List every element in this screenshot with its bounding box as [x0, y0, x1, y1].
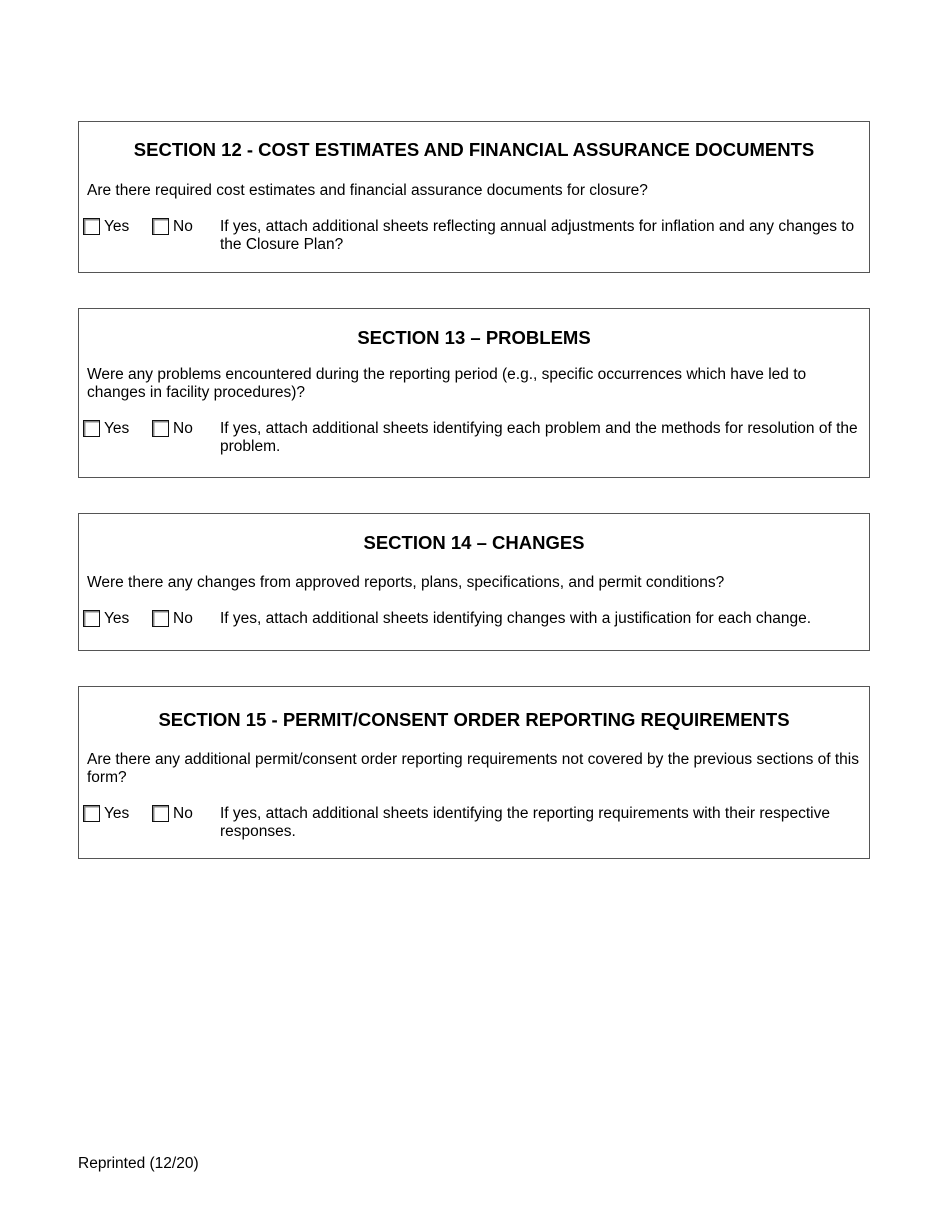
section-title: SECTION 15 - PERMIT/CONSENT ORDER REPORTING REQUIREMENTS	[158, 709, 790, 730]
instruction-text: If yes, attach additional sheets identifying the reporting requirements with their respective responses.	[220, 805, 830, 840]
instruction-text: If yes, attach additional sheets identifying each problem and the methods for resolution of the problem.	[220, 420, 858, 455]
yes-label: Yes	[104, 420, 130, 437]
no-label: No	[173, 218, 193, 235]
section-14	[78, 513, 870, 651]
answer-row	[79, 805, 869, 845]
section-title: SECTION 12 - COST ESTIMATES AND FINANCIAL ASSURANCE DOCUMENTS	[133, 139, 815, 160]
section-12	[78, 121, 870, 273]
yes-label: Yes	[104, 218, 130, 235]
section-question: Are there required cost estimates and financial assurance documents for closure?	[87, 182, 648, 199]
no-label: No	[173, 610, 193, 627]
answer-row	[79, 218, 869, 258]
section-15	[78, 686, 870, 859]
no-checkbox[interactable]	[152, 610, 169, 627]
section-title: SECTION 13 – PROBLEMS	[357, 327, 591, 348]
no-label: No	[173, 805, 193, 822]
section-title: SECTION 14 – CHANGES	[363, 532, 585, 553]
section-13	[78, 308, 870, 478]
no-checkbox[interactable]	[152, 218, 169, 235]
section-question: Were there any changes from approved reports, plans, specifications, and permit conditions?	[87, 574, 725, 591]
instruction-text: If yes, attach additional sheets reflecting annual adjustments for inflation and any changes to the Closure Plan?	[220, 218, 855, 253]
no-checkbox[interactable]	[152, 420, 169, 437]
no-checkbox[interactable]	[152, 805, 169, 822]
yes-checkbox[interactable]	[83, 610, 100, 627]
yes-label: Yes	[104, 610, 130, 627]
no-label: No	[173, 420, 193, 437]
yes-checkbox[interactable]	[83, 805, 100, 822]
answer-row	[79, 610, 869, 650]
yes-checkbox[interactable]	[83, 218, 100, 235]
yes-label: Yes	[104, 805, 130, 822]
section-question: Were any problems encountered during the reporting period (e.g., specific occurrences which have led to changes in facility procedures)?	[87, 366, 807, 401]
yes-checkbox[interactable]	[83, 420, 100, 437]
reprint-footer: Reprinted (12/20)	[78, 1155, 199, 1172]
section-question: Are there any additional permit/consent order reporting requirements not covered by the previous sections of this form?	[87, 751, 859, 786]
answer-row	[79, 420, 869, 460]
instruction-text: If yes, attach additional sheets identifying changes with a justification for each change.	[220, 610, 812, 627]
